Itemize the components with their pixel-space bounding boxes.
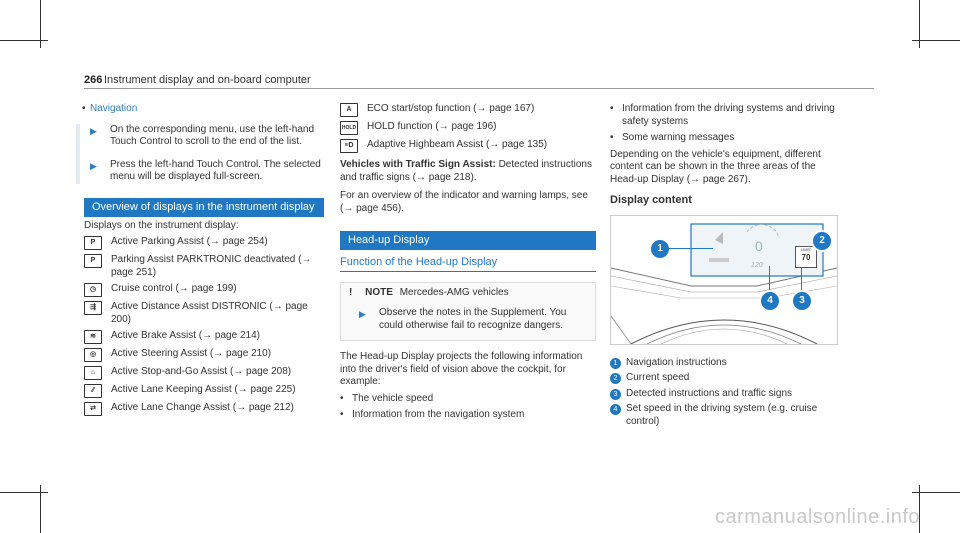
function-item xyxy=(340,139,596,153)
note-box xyxy=(340,282,596,342)
tsa-text: Detected instructions and traffic signs (→ page 218). xyxy=(340,159,592,183)
function-item-text: HOLD function (→ page 196) xyxy=(367,121,497,132)
display-item-text: Active Steering Assist (→ page 210) xyxy=(111,348,272,359)
subheading-hud-function: Function of the Head-up Display xyxy=(340,256,596,272)
display-item xyxy=(84,301,324,326)
parking-off-icon: P xyxy=(84,254,102,268)
legend-text: Detected instructions and traffic signs xyxy=(626,387,793,399)
callout-2: 2 xyxy=(811,230,833,252)
section-title-overview: Overview of displays in the instrument display xyxy=(84,198,324,217)
bullet-dot: • xyxy=(610,132,614,143)
display-item-text: Active Lane Keeping Assist (→ page 225) xyxy=(111,384,296,395)
display-item xyxy=(84,330,324,344)
hud-speed-limit: 120 xyxy=(751,261,763,269)
step-2 xyxy=(80,159,324,184)
function-item-text: Adaptive Highbeam Assist (→ page 135) xyxy=(367,139,548,150)
display-items-list xyxy=(84,236,324,416)
steering-assist-icon: ◎ xyxy=(84,348,102,362)
warning-icon: ! xyxy=(349,286,353,298)
display-item-text: Cruise control (→ page 199) xyxy=(111,283,237,294)
crop-mark xyxy=(912,492,960,493)
display-item xyxy=(84,384,324,398)
note-label: NOTE xyxy=(365,286,393,298)
legend-number-badge: 1 xyxy=(610,358,621,369)
navigation-link[interactable]: Navigation xyxy=(90,103,138,114)
parking-assist-icon: P xyxy=(84,236,102,250)
distronic-icon: ⇶ xyxy=(84,301,102,315)
display-item-text: Active Lane Change Assist (→ page 212) xyxy=(111,402,294,413)
section-title-hud: Head-up Display xyxy=(340,231,596,250)
hold-icon: HOLD xyxy=(340,121,358,135)
legend-text: Set speed in the driving system (e.g. cruise control) xyxy=(626,403,818,427)
bullet-text: Information from the navigation system xyxy=(352,409,525,420)
figure-legend xyxy=(610,357,836,429)
legend-number-badge: 4 xyxy=(610,404,621,415)
callout-1: 1 xyxy=(649,238,671,260)
column-3 xyxy=(610,103,836,431)
hud-figure xyxy=(610,215,838,345)
display-item-text: Active Distance Assist DISTRONIC (→ page 200) xyxy=(111,301,308,325)
overview-paragraph: For an overview of the indicator and warning lamps, see (→ page 456). xyxy=(340,190,588,214)
display-item-text: Active Parking Assist (→ page 254) xyxy=(111,236,268,247)
header-rule xyxy=(84,88,874,89)
legend-item xyxy=(610,403,836,428)
hud-body-text: The Head-up Display projects the following information into the driver's field of vision above the cockpit, for example: xyxy=(340,351,583,387)
hud-illustration xyxy=(611,216,837,344)
display-item xyxy=(84,402,324,416)
sign-label: LIMIT xyxy=(800,246,812,252)
bullet-text: The vehicle speed xyxy=(352,392,434,404)
display-item xyxy=(84,283,324,297)
intro-text: Displays on the instrument display: xyxy=(84,219,239,231)
legend-item xyxy=(610,357,836,370)
bullet-text: Some warning messages xyxy=(622,132,735,143)
display-item xyxy=(84,366,324,380)
display-item-text: Active Stop-and-Go Assist (→ page 208) xyxy=(111,366,292,377)
legend-text: Navigation instructions xyxy=(626,356,727,368)
step-1 xyxy=(80,124,324,149)
bullet-driving-systems xyxy=(610,103,836,128)
sign-value: 70 xyxy=(801,252,811,262)
display-item-text: Parking Assist PARKTRONIC deactivated (→ page 251) xyxy=(111,254,312,278)
steps-block xyxy=(76,124,324,184)
display-item-text: Active Brake Assist (→ page 214) xyxy=(111,330,260,341)
bullet-warning-messages xyxy=(610,132,836,145)
callout-4-line xyxy=(769,266,770,290)
tsa-bold-label: Vehicles with Traffic Sign Assist: xyxy=(340,159,496,170)
callout-1-line xyxy=(669,248,713,249)
equipment-paragraph: Depending on the vehicle's equipment, different content can be shown in the three areas of the Head-up Display (→ page 267). xyxy=(610,148,821,185)
brake-assist-icon: ≋ xyxy=(84,330,102,344)
bullet-text: Information from the driving systems and driving safety systems xyxy=(622,103,835,127)
speed-limit-sign xyxy=(795,246,817,268)
legend-number-badge: 2 xyxy=(610,373,621,384)
step-arrow-icon: ▶ xyxy=(359,309,366,319)
bullet-navigation-info xyxy=(340,409,596,422)
legend-number-badge: 3 xyxy=(610,389,621,400)
legend-text: Current speed xyxy=(626,372,690,383)
bullet-dot: • xyxy=(340,409,344,420)
note-step xyxy=(349,307,587,332)
note-title: Mercedes-AMG vehicles xyxy=(399,286,509,298)
callout-3-line xyxy=(801,268,802,290)
eco-start-stop-icon: A xyxy=(340,103,358,117)
callout-4: 4 xyxy=(759,290,781,312)
highbeam-icon: ≡D xyxy=(340,139,358,153)
step-arrow-icon: ▶ xyxy=(90,125,97,136)
crop-mark xyxy=(0,492,48,493)
hud-speed: 0 xyxy=(755,237,763,254)
column-1 xyxy=(84,103,324,420)
function-item xyxy=(340,103,596,117)
legend-item xyxy=(610,372,836,385)
crop-mark xyxy=(0,40,48,41)
bullet-dot: • xyxy=(610,103,614,114)
function-items-list xyxy=(340,103,596,153)
note-header xyxy=(349,287,587,300)
step-arrow-icon: ▶ xyxy=(90,160,97,171)
step-2-text: Press the left-hand Touch Control. The selected menu will be displayed full-screen. xyxy=(110,158,321,182)
display-item xyxy=(84,254,324,279)
bullet-dot: • xyxy=(82,103,86,114)
lane-keeping-icon: ⁄⁄ xyxy=(84,384,102,398)
legend-item xyxy=(610,388,836,401)
step-1-text: On the corresponding menu, use the left-hand Touch Control to scroll to the end of the list. xyxy=(110,123,315,147)
bullet-vehicle-speed xyxy=(340,393,596,406)
cruise-control-icon: ◷ xyxy=(84,283,102,297)
callout-3: 3 xyxy=(791,290,813,312)
function-item-text: ECO start/stop function (→ page 167) xyxy=(367,103,535,114)
stop-and-go-icon: ⌂ xyxy=(84,366,102,380)
column-2 xyxy=(340,103,596,426)
crop-mark xyxy=(912,40,960,41)
display-item xyxy=(84,236,324,250)
display-content-heading: Display content xyxy=(610,194,692,206)
page-number: 266 xyxy=(84,74,103,86)
display-item xyxy=(84,348,324,362)
page-header-title: Instrument display and on-board computer xyxy=(104,74,311,86)
lane-change-icon: ⇄ xyxy=(84,402,102,416)
function-item xyxy=(340,121,596,135)
note-step-text: Observe the notes in the Supplement. You could otherwise fail to recognize dangers. xyxy=(379,307,567,331)
bullet-dot: • xyxy=(340,392,344,404)
tsa-paragraph xyxy=(340,159,596,184)
watermark: carmanualsonline.info xyxy=(714,506,920,528)
bullet-navigation xyxy=(84,103,324,116)
